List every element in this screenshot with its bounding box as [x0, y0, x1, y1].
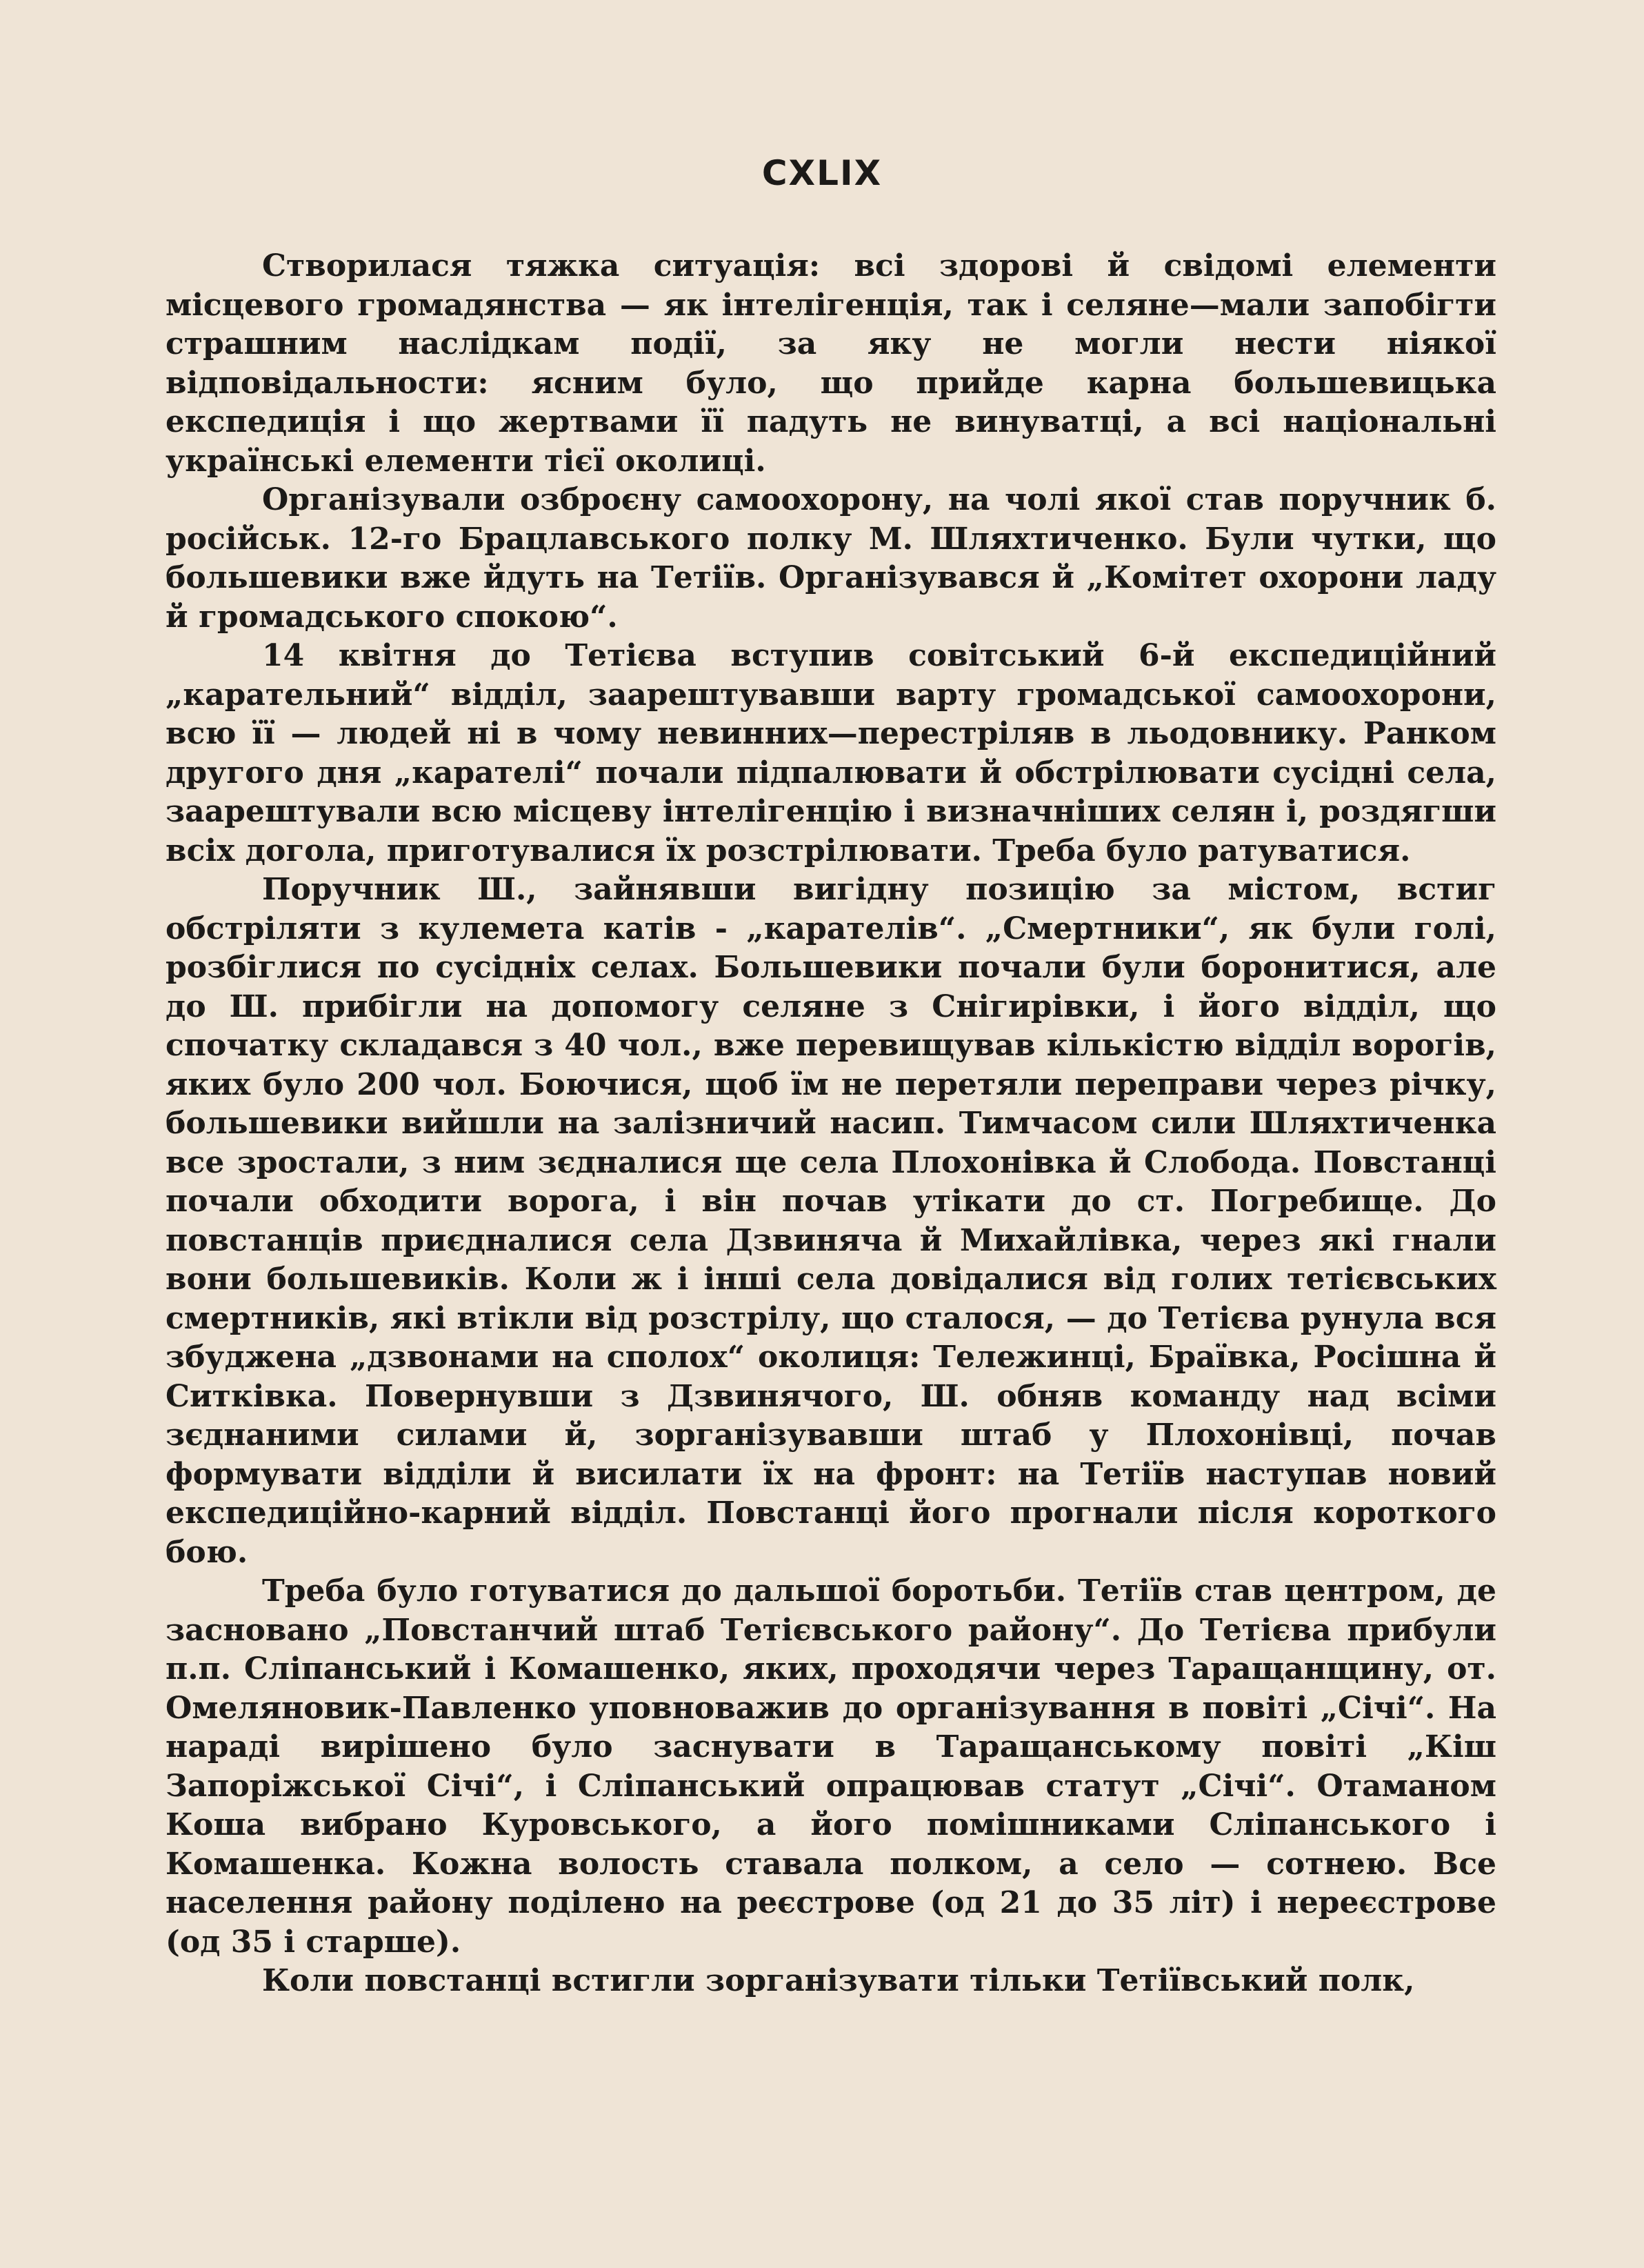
body-text	[166, 247, 1496, 2001]
paragraph: Створилася тяжка ситуація: всі здорові й свідомі елементи місцевого громадянства — як інтелігенція, так і селяне—мали запобігти страшним наслідкам події, за яку не могли нести ніякої відповідальности: ясним було, що прийде карна большевицька експедиція і що жертвами її падуть не винуватці, а всі національні українські елементи тієї околиці.	[166, 248, 1496, 479]
paragraph: 14 квітня до Тетієва вступив совітський 6-й експедиційний „карательний“ відділ, заарештувавши варту громадської самоохорони, всю її — людей ні в чому невинних—перестріляв в льодовнику. Ранком другого дня „карателі“ почали підпалювати й обстрілювати сусідні села, заарештували всю місцеву інтелігенцію і визначніших селян і, роздягши всіх догола, приготувалися їх розстрілювати. Треба було ратуватися.	[166, 638, 1496, 868]
paragraph: Треба було готуватися до дальшої боротьби. Тетіїв став центром, де засновано „Повстанчий штаб Тетієвського району“. До Тетієва прибули п.п. Сліпанський і Комашенко, яких, проходячи через Таращанщину, от. Омеляновик-Павленко уповноважив до організування в повіті „Січі“. На нараді вирішено було заснувати в Таращанському повіті „Кіш Запоріжської Січі“, і Сліпанський опрацював статут „Січі“. Отаманом Коша вибрано Куровського, а його помішниками Сліпанського і Комашенка. Кожна волость ставала полком, а село — сотнею. Все населення району поділено на реєстрове (од 21 до 35 літ) і нереєстрове (од 35 і старше).	[166, 1573, 1496, 1960]
paragraph: Організували озброєну самоохорону, на чолі якої став поручник б. російськ. 12-го Брацлавського полку М. Шляхтиченко. Були чутки, що большевики вже йдуть на Тетіїв. Організувався й „Комітет охорони ладу й громадського спокою“.	[166, 482, 1496, 635]
paragraph-continued: Коли повстанці встигли зорганізувати тільки Тетіївський полк,	[262, 1963, 1415, 1998]
paragraph: Поручник Ш., зайнявши вигідну позицію за містом, встиг обстріляти з кулемета катів - „карателів“. „Смертники“, як були голі, розбіглися по сусідніх селах. Большевики почали були боронитися, але до Ш. прибігли на допомогу селяне з Снігирівки, і його відділ, що спочатку складався з 40 чол., вже перевищував кількістю відділ ворогів, яких було 200 чол. Боючися, щоб їм не перетяли переправи через річку, большевики вийшли на залізничий насип. Тимчасом сили Шляхтиченка все зростали, з ним зєдналися ще села Плохонівка й Слобода. Повстанці почали обходити ворога, і він почав утікати до ст. Погребище. До повстанців приєдналися села Дзвиняча й Михайлівка, через які гнали вони большевиків. Коли ж і інші села довідалися від голих тетієвських смертників, які втікли від розстрілу, що сталося, — до Тетієва рунула вся збуджена „дзвонами на сполох“ околиця: Тележинці, Браївка, Росішна й Ситківка. Повернувши з Дзвинячого, Ш. обняв команду над всіми зєднаними силами й, зорганізувавши штаб у Плохонівці, почав формувати відділи й висилати їх на фронт: на Тетіїв наступав новий експедиційно-карний відділ. Повстанці його прогнали після короткого бою.	[166, 872, 1496, 1570]
page-number: CXLIX	[761, 153, 883, 193]
